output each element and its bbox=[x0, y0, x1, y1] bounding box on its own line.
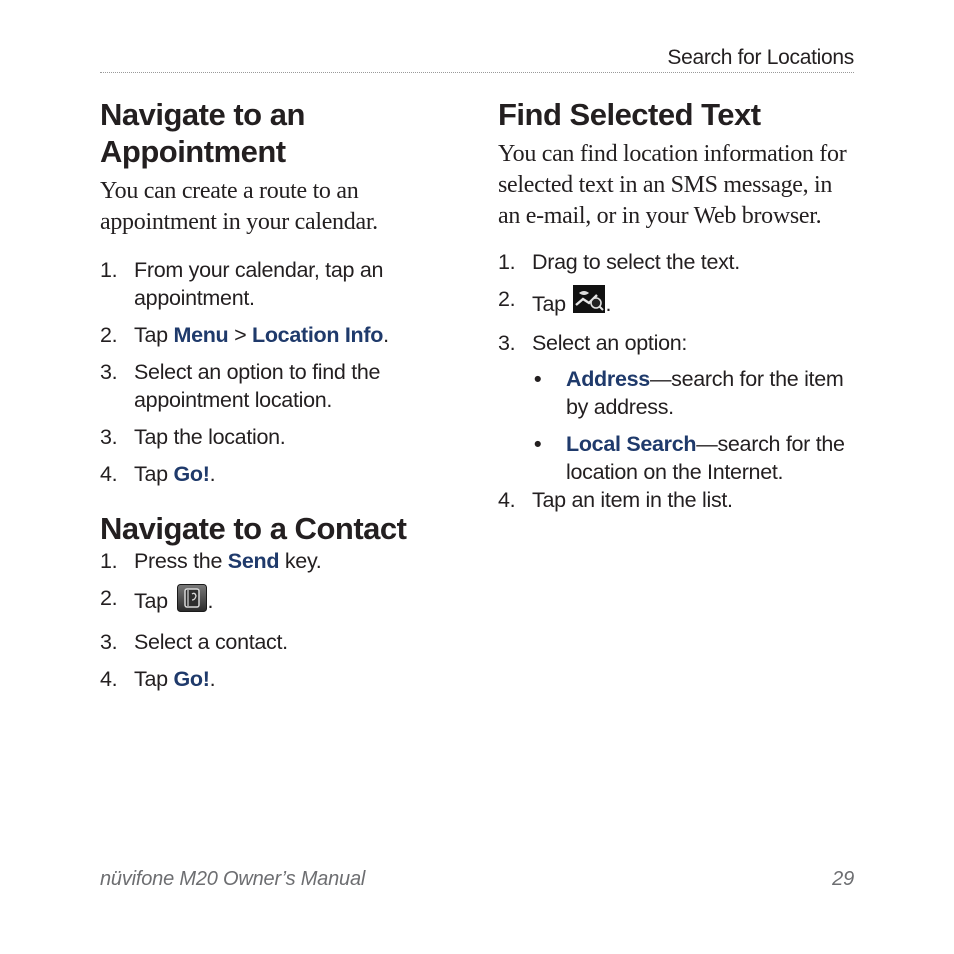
find-text-steps bbox=[498, 248, 858, 514]
list-item bbox=[100, 321, 460, 349]
step-text-post: . bbox=[209, 462, 216, 486]
list-item bbox=[100, 358, 460, 414]
local-search-term: Local Search bbox=[566, 432, 697, 456]
running-header bbox=[100, 46, 854, 73]
section-name: Search for Locations bbox=[667, 46, 854, 69]
step-text-post: key. bbox=[279, 549, 322, 573]
appointment-intro: You can create a route to an appointment in your calendar. bbox=[100, 178, 378, 235]
appointment-heading: Navigate to an Appointment bbox=[100, 97, 305, 169]
step-text-pre: Press the bbox=[134, 549, 228, 573]
step-text: Select a contact. bbox=[134, 630, 288, 654]
step-text-pre: Tap bbox=[134, 462, 174, 486]
step-number: 1. bbox=[100, 258, 118, 282]
find-text-intro: You can find location information for selected text in an SMS message, in an e-mail, or in your Web browser. bbox=[498, 141, 847, 229]
step-text: Drag to select the text. bbox=[532, 250, 740, 274]
location-info-term: Location Info bbox=[252, 323, 384, 347]
step-text-post: . bbox=[605, 292, 612, 316]
list-item bbox=[100, 547, 460, 575]
menu-separator: > bbox=[228, 323, 252, 347]
step-text: From your calendar, tap an appointment. bbox=[134, 258, 384, 310]
step-text-post: . bbox=[207, 589, 214, 613]
right-column bbox=[498, 96, 858, 523]
send-term: Send bbox=[227, 549, 280, 573]
go-term: Go! bbox=[173, 667, 210, 691]
step-number: 2. bbox=[100, 586, 118, 610]
bullet: • bbox=[534, 432, 542, 456]
step-number: 3. bbox=[498, 331, 516, 355]
step-text-pre: Tap bbox=[134, 589, 174, 613]
left-column bbox=[100, 96, 460, 702]
list-item bbox=[498, 248, 858, 276]
list-item bbox=[100, 460, 460, 488]
step-number: 4. bbox=[100, 667, 118, 691]
step-number: 3. bbox=[100, 360, 118, 384]
step-number: 1. bbox=[100, 549, 118, 573]
list-item bbox=[100, 256, 460, 312]
option-text: —search for the location on the Internet. bbox=[566, 432, 845, 484]
contact-heading: Navigate to a Contact bbox=[100, 511, 407, 546]
step-text: Select an option to find the appointment location. bbox=[134, 360, 381, 412]
step-number: 4. bbox=[100, 462, 118, 486]
contacts-book-icon bbox=[177, 584, 207, 619]
list-item bbox=[498, 285, 858, 320]
step-text-pre: Tap bbox=[134, 667, 174, 691]
list-item bbox=[498, 486, 858, 514]
step-number: 3. bbox=[100, 630, 118, 654]
list-item bbox=[100, 423, 460, 451]
step-number: 1. bbox=[498, 250, 516, 274]
step-text: Select an option: bbox=[532, 331, 688, 355]
option-list bbox=[532, 365, 858, 486]
step-number: 3. bbox=[100, 425, 118, 449]
contact-steps bbox=[100, 547, 460, 693]
step-text-post: . bbox=[209, 667, 216, 691]
list-item bbox=[532, 365, 858, 421]
manual-title: nüvifone M20 Owner’s Manual bbox=[100, 868, 366, 890]
bullet: • bbox=[534, 367, 542, 391]
page-number: 29 bbox=[832, 868, 854, 890]
step-text-pre: Tap bbox=[134, 323, 174, 347]
option-text: —search for the item by address. bbox=[566, 367, 844, 419]
appointment-steps bbox=[100, 256, 460, 488]
step-number: 2. bbox=[100, 323, 118, 347]
list-item bbox=[100, 628, 460, 656]
step-number: 4. bbox=[498, 488, 516, 512]
address-term: Address bbox=[566, 367, 650, 391]
list-item bbox=[100, 584, 460, 619]
step-number: 2. bbox=[498, 287, 516, 311]
menu-term: Menu bbox=[173, 323, 229, 347]
step-text: Tap an item in the list. bbox=[532, 488, 733, 512]
find-text-heading: Find Selected Text bbox=[498, 97, 761, 132]
step-text-pre: Tap bbox=[532, 292, 572, 316]
go-term: Go! bbox=[173, 462, 210, 486]
list-item bbox=[100, 665, 460, 693]
step-text: Tap the location. bbox=[134, 425, 286, 449]
step-text-post: . bbox=[383, 323, 389, 347]
find-text-icon bbox=[573, 285, 605, 320]
list-item bbox=[498, 329, 858, 486]
list-item bbox=[532, 430, 858, 486]
